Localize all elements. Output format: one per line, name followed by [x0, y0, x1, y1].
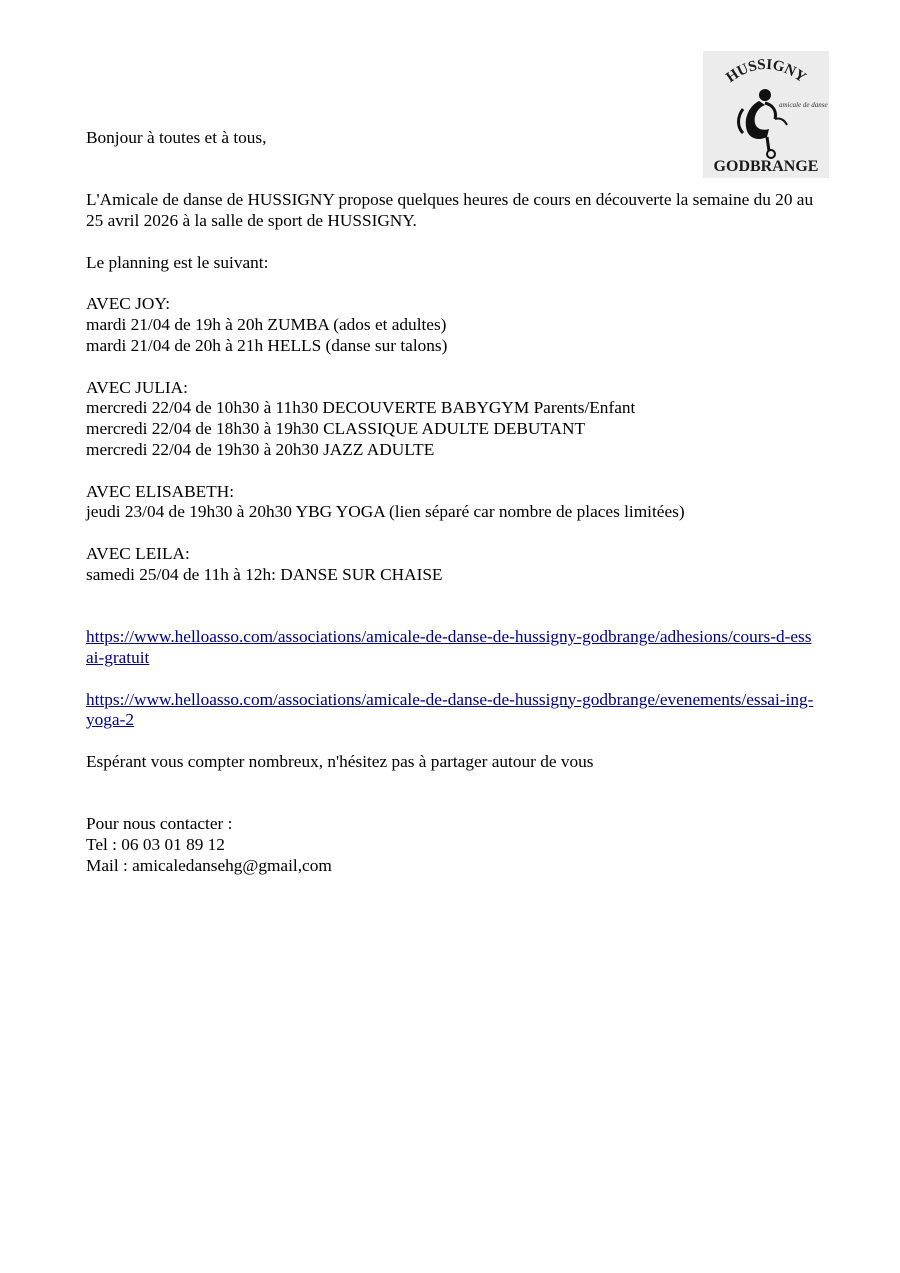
contact-email: Mail : amicaledansehg@gmail,com — [86, 855, 332, 875]
helloasso-yoga-link[interactable]: https://www.helloasso.com/associations/amicale-de-danse-de-hussigny-godbrange/evenements/essai-ing-yoga-2 — [86, 689, 814, 730]
session-line: mercredi 22/04 de 10h30 à 11h30 DECOUVERTE BABYGYM Parents/Enfant — [86, 398, 636, 418]
intro-paragraph: L'Amicale de danse de HUSSIGNY propose quelques heures de cours en découverte la semaine du 20 au 25 avril 2026 à la salle de sport de HUSSIGNY. — [86, 190, 814, 231]
group-heading: AVEC JOY: — [86, 294, 171, 314]
greeting: Bonjour à toutes et à tous, — [86, 128, 267, 147]
contact-heading: Pour nous contacter : — [86, 814, 233, 834]
session-line: samedi 25/04 de 11h à 12h: DANSE SUR CHAISE — [86, 564, 443, 584]
helloasso-trial-link[interactable]: https://www.helloasso.com/associations/amicale-de-danse-de-hussigny-godbrange/adhesions/cours-d-essai-gratuit — [86, 627, 812, 667]
group-heading: AVEC JULIA: — [86, 377, 188, 397]
session-line: mardi 21/04 de 19h à 20h ZUMBA (ados et adultes) — [86, 315, 447, 335]
planning-intro: Le planning est le suivant: — [86, 252, 269, 272]
session-line: mercredi 22/04 de 18h30 à 19h30 CLASSIQUE ADULTE DEBUTANT — [86, 419, 586, 439]
group-heading: AVEC ELISABETH: — [86, 481, 235, 501]
session-line: jeudi 23/04 de 19h30 à 20h30 YBG YOGA (lien séparé car nombre de places limitées) — [86, 502, 685, 522]
group-heading: AVEC LEILA: — [86, 543, 190, 563]
session-line: mardi 21/04 de 20h à 21h HELLS (danse sur talons) — [86, 335, 448, 355]
session-line: mercredi 22/04 de 19h30 à 20h30 JAZZ ADULTE — [86, 439, 435, 459]
logo-middle-text: amicale de danse — [779, 101, 828, 109]
closing-sentence: Espérant vous compter nombreux, n'hésitez pas à partager autour de vous — [86, 751, 594, 771]
contact-phone: Tel : 06 03 01 89 12 — [86, 835, 225, 855]
logo-top-text: HUSSIGNY — [723, 56, 809, 87]
logo-bottom-text: GODBRANGE — [713, 158, 819, 175]
letter-body — [86, 128, 816, 877]
